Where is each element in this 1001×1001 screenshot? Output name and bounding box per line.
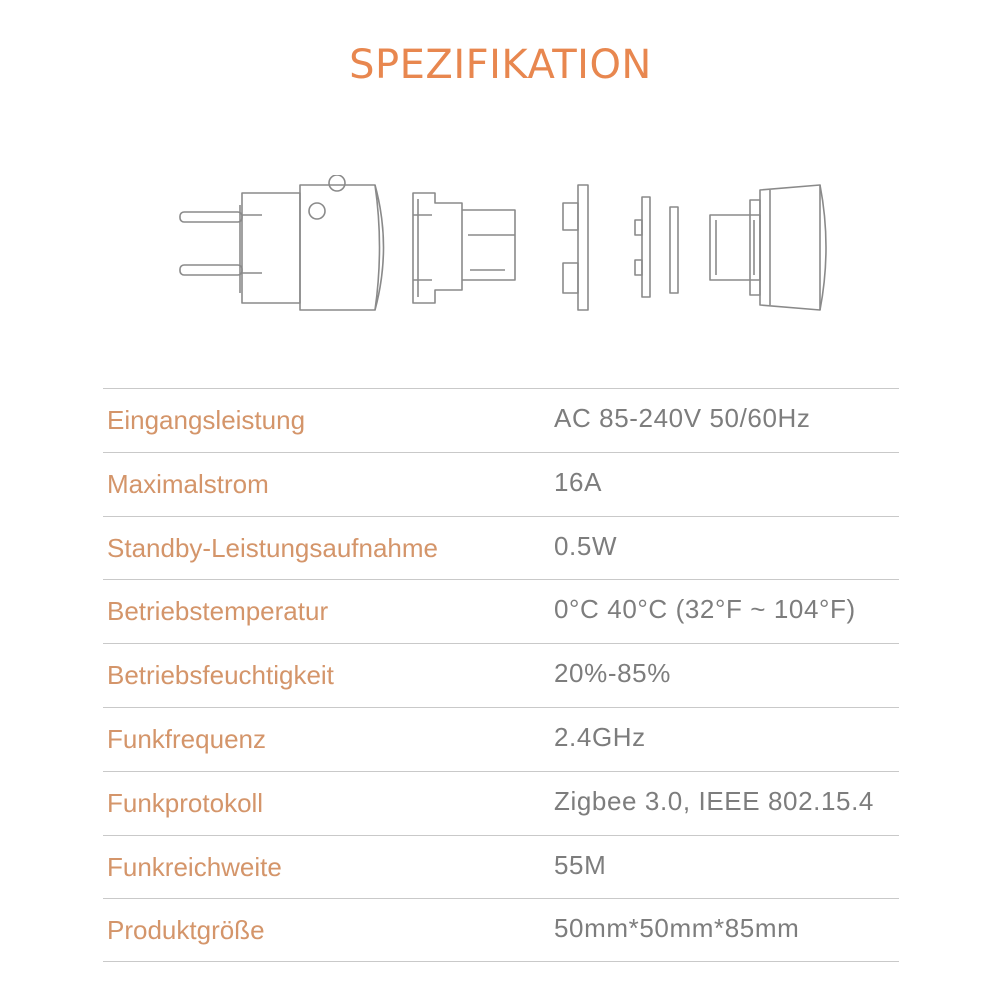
exploded-smart-plug-icon: [170, 175, 840, 320]
inner-frame-part: [413, 193, 515, 303]
socket-cover-part: [710, 185, 826, 310]
spec-label: Eingangsleistung: [107, 405, 306, 435]
spec-value: 20%-85%: [554, 658, 671, 689]
table-row: [103, 516, 899, 580]
spec-label: Standby-Leistungsaufnahme: [107, 532, 439, 563]
spec-label: Funkfrequenz: [107, 723, 266, 754]
spec-value: 0°C 40°C (32°F ~ 104°F): [554, 594, 856, 625]
table-row: [103, 835, 899, 899]
spec-label: Funkprotokoll: [107, 787, 264, 818]
page-title: SPEZIFIKATION: [349, 42, 652, 88]
spec-label: Betriebstemperatur: [107, 596, 329, 627]
circuit-board-part: [563, 185, 588, 310]
spec-label: Maximalstrom: [107, 468, 269, 499]
spec-value: 55M: [554, 849, 607, 880]
table-row: [103, 579, 899, 643]
spec-value: 50mm*50mm*85mm: [554, 913, 800, 944]
spec-label: Betriebsfeuchtigkeit: [107, 660, 334, 691]
table-row: [103, 452, 899, 516]
table-row: [103, 771, 899, 835]
table-row: [103, 643, 899, 707]
plug-housing-part: [180, 175, 384, 310]
spec-table: [103, 388, 899, 962]
spec-label: Funkreichweite: [107, 851, 282, 882]
spec-value: 0.5W: [554, 530, 618, 561]
table-row: [103, 707, 899, 771]
table-row: [103, 898, 899, 962]
spec-value: 16A: [554, 466, 603, 497]
spec-value: AC 85-240V 50/60Hz: [554, 403, 811, 433]
spec-label: Produktgröße: [107, 915, 265, 946]
relay-part: [635, 197, 678, 297]
spec-value: Zigbee 3.0, IEEE 802.15.4: [554, 785, 874, 816]
spec-value: 2.4GHz: [554, 721, 646, 752]
table-row: [103, 388, 899, 452]
